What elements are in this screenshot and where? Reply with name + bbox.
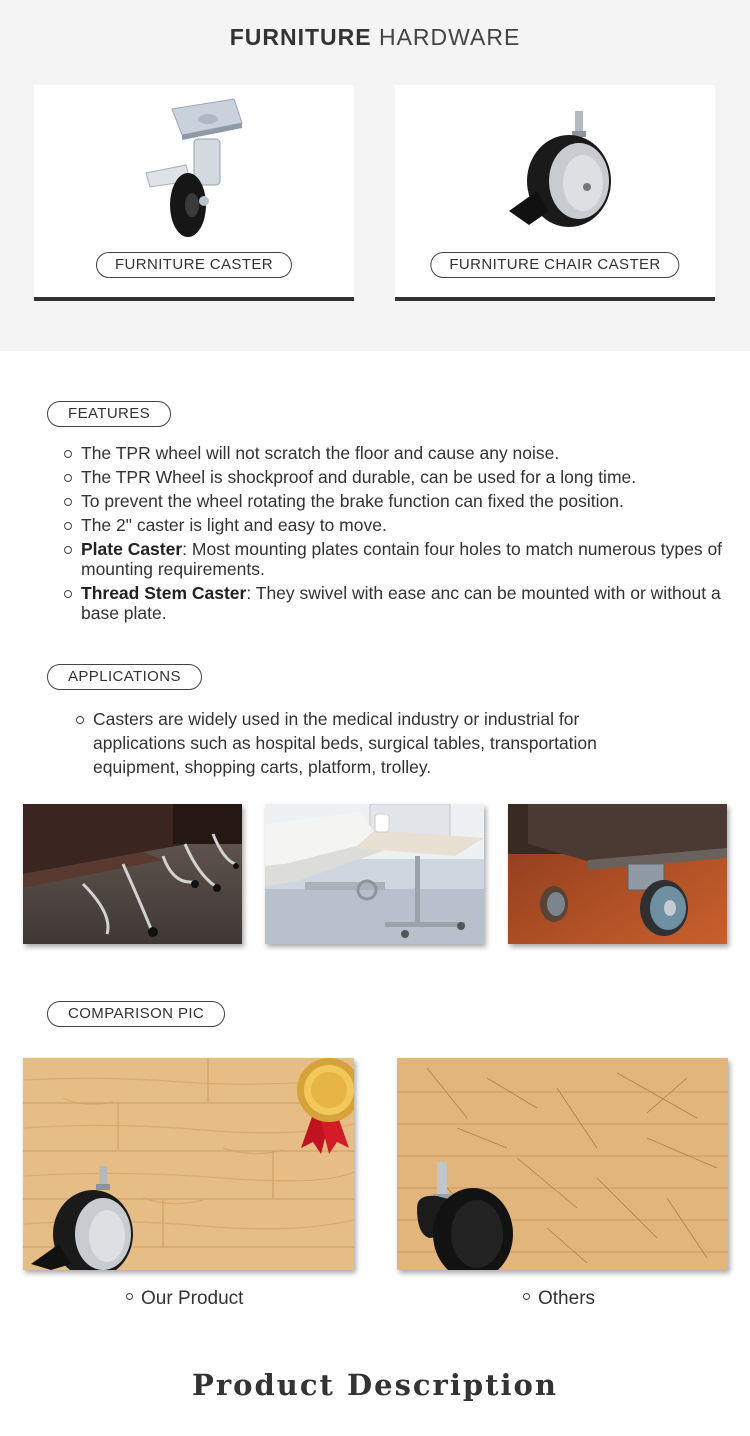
list-item: The 2" caster is light and easy to move. [63,515,733,535]
page-title-light: HARDWARE [378,24,521,50]
features-label: FEATURES [47,401,171,427]
list-item: Plate Caster: Most mounting plates contain four holes to match numerous types of mounting requirements. [63,539,733,579]
card-underline [395,297,715,301]
list-item: To prevent the wheel rotating the brake function can fixed the position. [63,491,733,511]
card-underline [34,297,354,301]
office-chairs-photo [23,804,242,944]
category-card-chair-caster[interactable] [395,85,715,301]
our-product-caption: Our Product [126,1288,243,1310]
page-title-bold: FURNITURE [229,24,372,50]
list-item: Thread Stem Caster: They swivel with ease anc can be mounted with or without a base plate. [63,583,733,623]
hospital-bed-photo [265,804,484,944]
plate-caster-icon [138,97,258,247]
chair-caster-label[interactable]: FURNITURE CHAIR CASTER [430,252,679,278]
list-item: The TPR Wheel is shockproof and durable, can be used for a long time. [63,467,733,487]
product-description-title: Product Description [192,1368,558,1402]
bullet-icon [523,1293,530,1300]
comparison-our-product-photo [23,1058,354,1270]
chair-caster-icon [499,107,619,237]
gold-medal-icon [297,1058,354,1154]
furniture-caster-closeup-photo [508,804,727,944]
comparison-others-photo [397,1058,728,1270]
applications-label: APPLICATIONS [47,664,202,690]
applications-list [75,707,675,779]
list-item: Casters are widely used in the medical industry or industrial for applications such as hospital beds, surgical tables, transportation equipment, shopping carts, platform, trolley. [75,707,675,779]
features-list [63,443,733,627]
page-title [0,24,750,51]
others-caption: Others [523,1288,595,1310]
category-section [0,0,750,351]
bullet-icon [126,1293,133,1300]
furniture-caster-label[interactable]: FURNITURE CASTER [96,252,292,278]
comparison-label: COMPARISON PIC [47,1001,225,1027]
list-item: The TPR wheel will not scratch the floor and cause any noise. [63,443,733,463]
category-card-furniture-caster[interactable] [34,85,354,301]
